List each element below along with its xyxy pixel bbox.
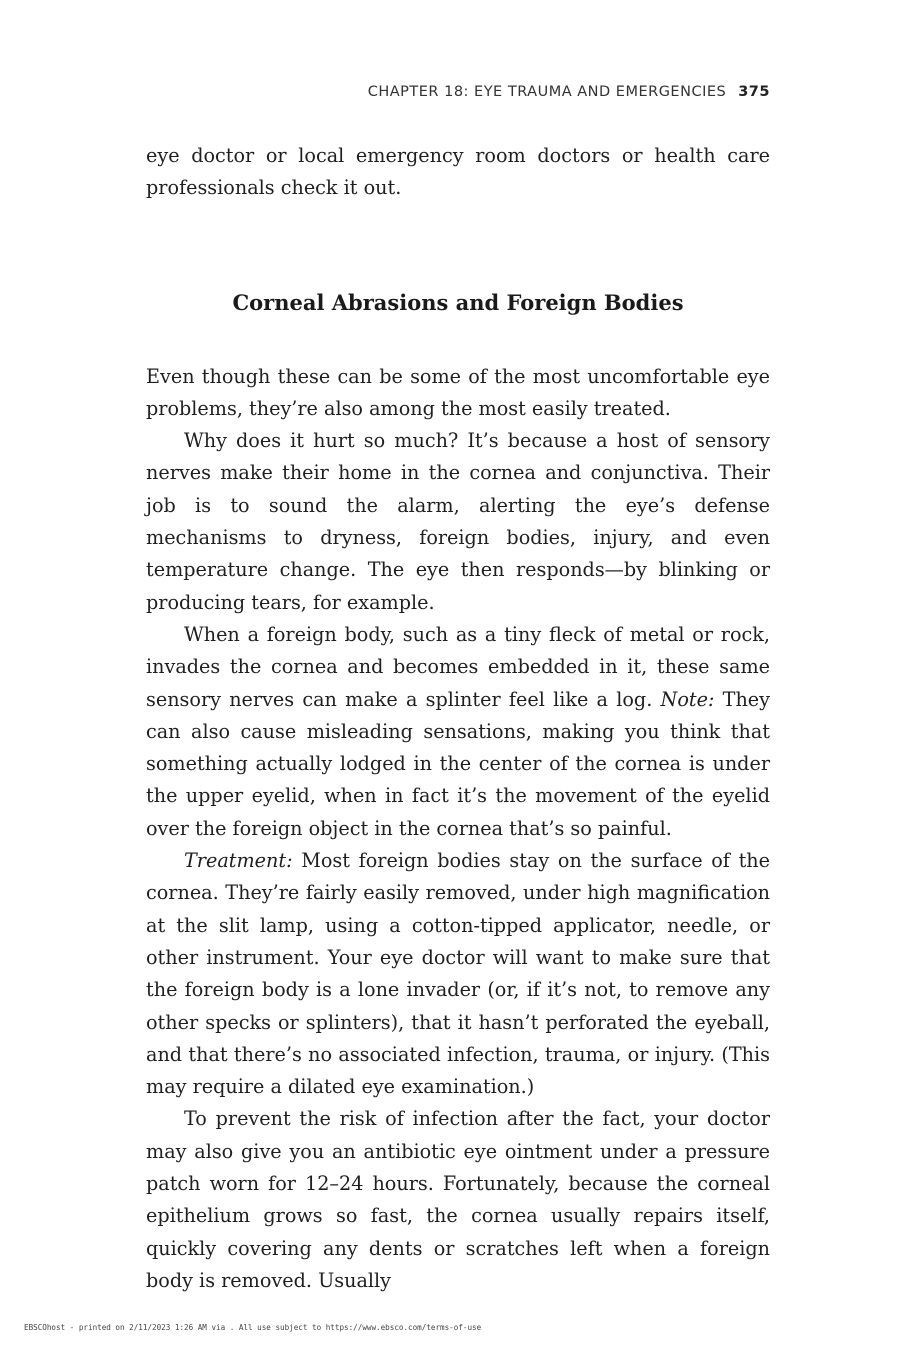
paragraph-3 — [146, 619, 770, 845]
section-heading: Corneal Abrasions and Foreign Bodies — [232, 289, 684, 315]
paragraph-3-text-b: They can also cause misleading sensations, making you think that something actually lodged in the center of the cornea is under the upper eyelid, when in fact it’s the movement of the eyelid over the foreign object in the cornea that’s so painful. — [146, 687, 771, 840]
paragraph-5: To prevent the risk of infection after the fact, your doctor may also give you an antibiotic eye ointment under a pressure patch worn for 12–24 hours. Fortunately, because the corneal epithelium grows so fast, the cornea usually repairs itself, quickly covering any dents or scratches left when a foreign body is removed. Usually — [146, 1107, 770, 1292]
paragraph-3-text-a: When a foreign body, such as a tiny fleck of metal or rock, invades the cornea and becomes embedded in it, these same sensory nerves can make a splinter feel like a log. — [146, 622, 770, 711]
paragraph-4-text: Most foreign bodies stay on the surface of the cornea. They’re fairly easily removed, under high magnification at the slit lamp, using a cotton-tipped applicator, needle, or other instrument. Your eye doctor will want to make sure that the foreign body is a lone invader (or, if it’s not, to remove any other specks or splinters), that it hasn’t perforated the eyeball, and that there’s no associated infection, trauma, or injury. (This may require a dilated eye examination.) — [146, 849, 770, 1099]
continuation-paragraph: eye doctor or local emergency room doctors or health care professionals check it out. — [146, 144, 770, 200]
treatment-label: Treatment: — [184, 849, 293, 873]
paragraph-4 — [146, 845, 770, 1103]
paragraph-1: Even though these can be some of the most uncomfortable eye problems, they’re also among the most easily treated. — [146, 364, 770, 420]
paragraph-2: Why does it hurt so much? It’s because a host of sensory nerves make their home in the cornea and conjunctiva. Their job is to sound the alarm, alerting the eye’s defense mechanisms to dryness, foreign bodies, injury, and even temperature change. The eye then responds—by blinking or producing tears, for example. — [146, 429, 770, 614]
print-footer: EBSCOhost - printed on 2/11/2023 1:26 AM via . All use subject to https://www.ebsco.com/terms-of-use — [24, 1323, 482, 1332]
running-header — [368, 84, 770, 100]
note-label: Note: — [660, 687, 715, 711]
page-number: 375 — [738, 84, 770, 100]
chapter-title: CHAPTER 18: EYE TRAUMA AND EMERGENCIES — [367, 84, 727, 100]
page-body — [146, 140, 770, 1297]
